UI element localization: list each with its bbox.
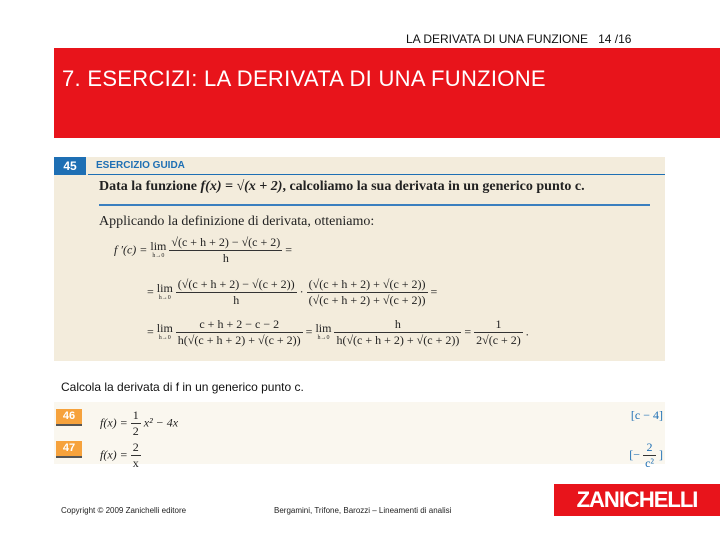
exercise-item [54, 404, 665, 438]
lim-sub: h→0 [317, 334, 330, 341]
equals: = [147, 324, 154, 339]
exercise-answer: [c − 4] [630, 408, 663, 422]
fraction [169, 235, 282, 266]
fraction [131, 408, 141, 439]
lim-word: lim [150, 238, 167, 253]
equals: = [285, 242, 293, 257]
footer-authors: Bergamini, Trifone, Barozzi – Lineamenti di analisi [274, 506, 452, 515]
denominator: h [222, 251, 229, 265]
denominator: x [132, 456, 139, 470]
statement-rule [99, 204, 650, 206]
fraction [131, 440, 141, 471]
statement-function: f(x) = √(x + 2) [200, 179, 283, 194]
equals: = [147, 284, 154, 299]
footer-copyright: Copyright © 2009 Zanichelli editore [61, 506, 187, 515]
denominator: c² [645, 456, 654, 470]
limit [156, 280, 173, 303]
exercise-number: 47 [56, 441, 82, 458]
lim-sub: h→0 [152, 252, 165, 259]
denominator: (√(c + h + 2) + √(c + 2)) [308, 293, 426, 307]
statement-post: , calcoliamo la sua derivata in un generico punto c. [282, 179, 585, 194]
lim-word: lim [156, 320, 173, 335]
numerator: c + h + 2 − c − 2 [176, 317, 303, 333]
exercise-formula [100, 408, 178, 439]
title-band [54, 48, 720, 138]
exercise-number: 46 [56, 409, 82, 426]
denominator: 2√(c + 2) [476, 333, 521, 347]
slide-title: 7. ESERCIZI: LA DERIVATA DI UNA FUNZIONE [62, 66, 546, 91]
derivation-line-2 [147, 277, 437, 308]
fraction [176, 277, 297, 308]
equals: = [430, 284, 438, 299]
exercise-statement [99, 179, 585, 195]
denominator: h [233, 293, 240, 307]
guided-exercise-label: ESERCIZIO GUIDA [96, 160, 185, 171]
lim-sub: h→0 [158, 334, 171, 341]
answer-post: ] [659, 447, 663, 462]
statement-pre: Data la funzione [99, 179, 197, 194]
limit [315, 320, 332, 343]
period: . [525, 324, 529, 339]
fraction [176, 317, 303, 348]
exercise-formula [100, 440, 141, 471]
denominator: h(√(c + h + 2) + √(c + 2)) [177, 333, 301, 347]
denominator: 2 [132, 424, 139, 438]
lhs: f ′(c) = [114, 242, 148, 257]
publisher-logo [554, 484, 720, 516]
logo-text: ZANICHELLI [576, 487, 698, 512]
exercise-answer [629, 440, 663, 471]
fraction [334, 317, 461, 348]
exercise-prompt: Calcola la derivata di f in un generico punto c. [61, 380, 304, 394]
numerator: 1 [132, 408, 139, 422]
page-counter: 14 /16 [598, 32, 632, 46]
numerator: 1 [474, 317, 523, 333]
exercise-list [54, 402, 665, 470]
formula-lhs: f(x) = [100, 447, 128, 462]
result-fraction [474, 317, 523, 348]
dot: · [299, 284, 304, 299]
lim-sub: h→0 [158, 294, 171, 301]
lim-word: lim [156, 280, 173, 295]
answer-fraction [643, 440, 656, 471]
running-title: LA DERIVATA DI UNA FUNZIONE [406, 32, 589, 46]
numerator: h [334, 317, 461, 333]
exercise-item [54, 436, 665, 470]
limit [156, 320, 173, 343]
numerator: √(c + h + 2) − √(c + 2) [171, 235, 281, 249]
numerator: 2 [132, 440, 139, 454]
derivation-line-1 [114, 235, 292, 266]
fraction [307, 277, 428, 308]
guided-exercise-box [54, 157, 665, 361]
exercise-number-badge: 45 [54, 157, 86, 175]
equals: = [464, 324, 472, 339]
label-rule [88, 174, 665, 175]
numerator: (√(c + h + 2) − √(c + 2)) [177, 277, 295, 291]
running-header [406, 32, 631, 46]
derivation-line-3 [147, 317, 529, 348]
formula-rest: x² − 4x [143, 415, 179, 430]
lim-word: lim [315, 320, 332, 335]
denominator: h(√(c + h + 2) + √(c + 2)) [336, 333, 460, 347]
equals: = [305, 324, 313, 339]
answer-pre: [− [629, 447, 641, 462]
numerator: 2 [643, 440, 656, 456]
limit [150, 238, 167, 261]
numerator: (√(c + h + 2) + √(c + 2)) [308, 277, 426, 291]
formula-lhs: f(x) = [100, 415, 128, 430]
definition-text: Applicando la definizione di derivata, otteniamo: [99, 214, 375, 229]
